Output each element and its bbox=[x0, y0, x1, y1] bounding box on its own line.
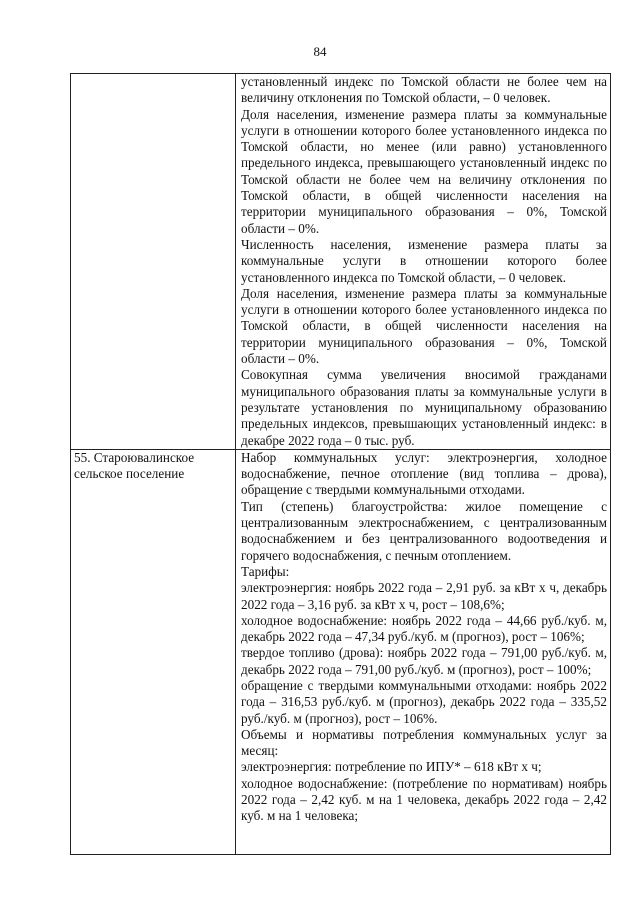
paragraph: твердое топливо (дрова): ноябрь 2022 года – 791,00 руб./куб. м, декабрь 2022 года – 791,00 руб./куб. м (прогноз), рост – 100%; bbox=[241, 645, 607, 677]
table-row bbox=[71, 74, 611, 450]
paragraph: Доля населения, изменение размера платы за коммунальные услуги в отношении которого более установленного индекса по Томской области, в общей численности населения на территории муниципального образования – 0%, Томской области – 0%. bbox=[241, 285, 607, 367]
paragraph: Тип (степень) благоустройства: жилое помещение с централизованным электроснабжением, с централизованным водоснабжением и без централизованного водоотведения и горячего водоснабжения, с печным отоплением. bbox=[241, 498, 607, 563]
paragraph: Набор коммунальных услуг: электроэнергия, холодное водоснабжение, печное отопление (вид топлива – дрова), обращение с твердыми коммунальными отходами. bbox=[241, 449, 607, 498]
indicators-table bbox=[70, 73, 611, 855]
municipality-cell: 55. Староювалинское сельское поселение bbox=[71, 449, 236, 854]
paragraph: Объемы и нормативы потребления коммунальных услуг за месяц: bbox=[241, 726, 607, 759]
table-row bbox=[71, 449, 611, 854]
paragraph: установленный индекс по Томской области не более чем на величину отклонения по Томской области, – 0 человек. bbox=[241, 74, 607, 106]
paragraph: Доля населения, изменение размера платы за коммунальные услуги в отношении которого более установленного индекса по Томской области, но менее (или равно) установленного предельного индекса, превышающего установленный индекс по Томской области не более чем на величину отклонения по Томской области, в общей численности населения на территории муниципального образования – 0%, Томской области – 0%. bbox=[241, 106, 607, 236]
paragraph: электроэнергия: потребление по ИПУ* – 618 кВт х ч; bbox=[241, 759, 542, 775]
description-cell bbox=[236, 74, 611, 450]
paragraph: обращение с твердыми коммунальными отходами: ноябрь 2022 года – 316,53 руб./куб. м (прогноз), декабрь 2022 года – 335,52 руб./куб. м (прогноз), рост – 106%. bbox=[241, 677, 607, 726]
municipality-cell bbox=[71, 74, 236, 450]
paragraph: Численность населения, изменение размера платы за коммунальные услуги в отношении которого более установленного индекса по Томской области, – 0 человек. bbox=[241, 236, 607, 285]
page-number: 84 bbox=[313, 44, 327, 59]
paragraph: электроэнергия: ноябрь 2022 года – 2,91 руб. за кВт х ч, декабрь 2022 года – 3,16 руб. за кВт х ч, рост – 108,6%; bbox=[241, 580, 607, 612]
paragraph: холодное водоснабжение: ноябрь 2022 года – 44,66 руб./куб. м, декабрь 2022 года – 47,34 руб./куб. м (прогноз), рост – 106%; bbox=[241, 612, 607, 645]
description-cell bbox=[236, 449, 611, 854]
paragraph: холодное водоснабжение: (потребление по нормативам) ноябрь 2022 года – 2,42 куб. м на 1 человека, декабрь 2022 года – 2,42 куб. м на 1 человека; bbox=[241, 775, 607, 824]
paragraph: Совокупная сумма увеличения вносимой гражданами муниципального образования платы за коммунальные услуги в результате установления по муниципальному образованию предельных индексов, превышающих установленный индекс: в декабре 2022 года – 0 тыс. руб. bbox=[241, 367, 607, 448]
paragraph: Тарифы: bbox=[241, 563, 290, 579]
